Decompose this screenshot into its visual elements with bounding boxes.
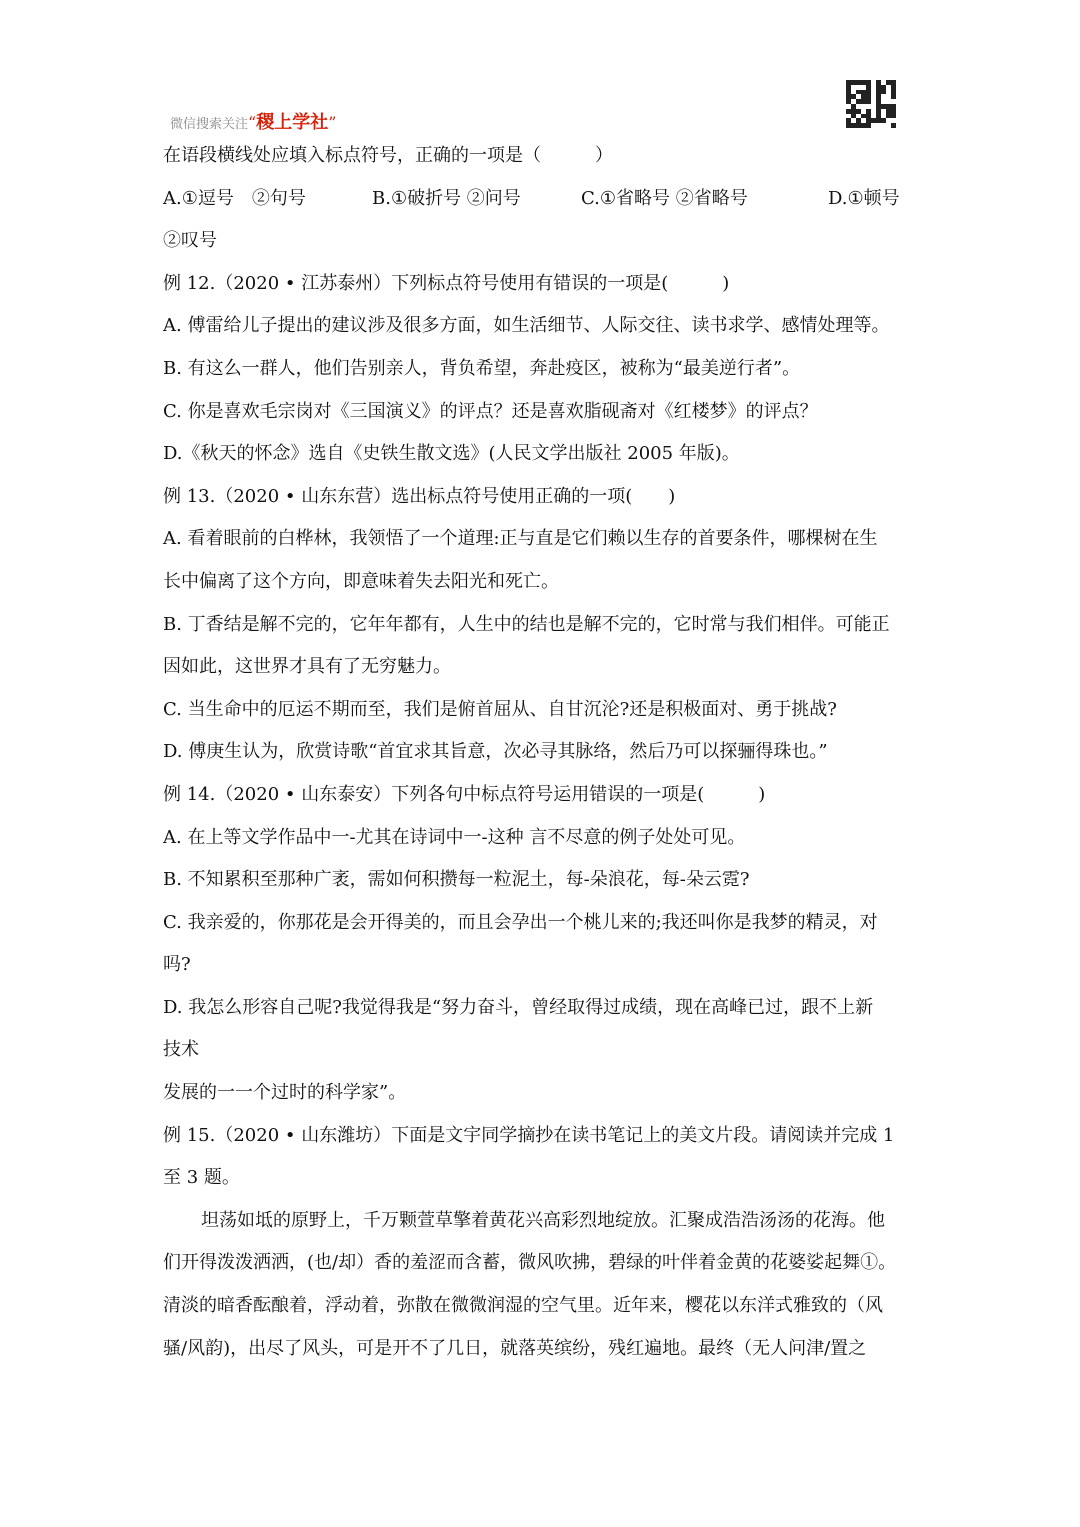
question-heading: 例 15.（2020 • 山东潍坊）下面是文宇同学摘抄在读书笔记上的美文片段。请阅读并完成 1 (163, 1124, 895, 1146)
text-line: B. 有这么一群人，他们告别亲人，背负希望，奔赴疫区，被称为“最美逆行者”。 (163, 357, 801, 379)
text-line: C. 当生命中的厄运不期而至，我们是俯首屈从、自甘沉沦?还是积极面对、勇于挑战? (163, 698, 837, 720)
watermark-quote-close: ” (328, 113, 337, 132)
passage-line: 们开得泼泼洒洒，(也/却）香的羞涩而含蓄，微风吹拂，碧绿的叶伴着金黄的花婆娑起舞①。 (163, 1252, 897, 1274)
text-line: A. 在上等文学作品中一-尤其在诗词中一-这种 言不尽意的例子处处可见。 (163, 826, 746, 848)
question-heading: 例 13.（2020 • 山东东营）选出标点符号使用正确的一项( ) (163, 485, 676, 507)
passage-line: 清淡的暗香酝酿着，浮动着，弥散在微微润湿的空气里。近年来，樱花以东洋式雅致的（风 (163, 1295, 883, 1317)
watermark (170, 108, 336, 134)
text-line: 技术 (163, 1039, 199, 1061)
text-line: 因如此，这世界才具有了无穷魅力。 (163, 656, 451, 678)
text-line: C. 你是喜欢毛宗岗对《三国演义》的评点？还是喜欢脂砚斋对《红楼梦》的评点？ (163, 400, 818, 422)
text-line: D. 我怎么形容自己呢?我觉得我是“努力奋斗，曾经取得过成绩，现在高峰已过，跟不上新 (163, 996, 874, 1018)
text-line: 在语段横线处应填入标点符号，正确的一项是（ ） (163, 145, 613, 166)
text-line: B. 丁香结是解不完的，它年年都有，人生中的结也是解不完的，它时常与我们相伴。可能正 (163, 613, 890, 635)
watermark-prefix: 微信搜索关注 (170, 117, 249, 132)
option-a: A.①逗号 ②句号 (163, 187, 306, 209)
text-line: 长中偏离了这个方向，即意味着失去阳光和死亡。 (163, 570, 559, 592)
qr-module (891, 123, 896, 128)
text-line: C. 我亲爱的，你那花是会开得美的，而且会孕出一个桃儿来的;我还叫你是我梦的精灵，对 (163, 911, 878, 933)
text-line: ②叹号 (163, 230, 217, 252)
option-d: D.①顿号 (828, 187, 900, 209)
option-c: C.①省略号 ②省略号 (581, 187, 748, 209)
text-line: B. 不知累积至那种广袤，需如何积攒每一粒泥土，每-朵浪花，每-朵云霓? (163, 869, 750, 891)
text-line: 发展的一一个过时的科学家”。 (163, 1082, 407, 1104)
passage-line: 骚/风韵)，出尽了风头，可是开不了几日，就落英缤纷，残红遍地。最终（无人问津/置之 (163, 1337, 867, 1359)
text-line: A. 傅雷给儿子提出的建议涉及很多方面，如生活细节、人际交往、读书求学、感情处理等。 (163, 315, 890, 337)
text-line: A. 看着眼前的白桦林，我领悟了一个道理:正与直是它们赖以生存的首要条件，哪棵树在生 (163, 528, 878, 550)
text-line: D.《秋天的怀念》选自《史铁生散文选》(人民文学出版社 2005 年版)。 (163, 443, 740, 465)
text-line: 至 3 题。 (163, 1167, 240, 1189)
question-heading: 例 12.（2020 • 江苏泰州）下列标点符号使用有错误的一项是( ) (163, 272, 730, 294)
passage-line: 坦荡如坻的原野上，千万颗萱草擎着黄花兴高彩烈地绽放。汇聚成浩浩汤汤的花海。他 (201, 1209, 885, 1231)
watermark-quote-open: “ (248, 113, 257, 132)
watermark-brand: 稷上学社 (256, 112, 329, 133)
option-b: B.①破折号 ②问号 (372, 187, 521, 209)
options-line (163, 178, 923, 221)
text-line: D. 傅庚生认为，欣赏诗歌“首宜求其旨意，次必寻其脉络，然后乃可以探骊得珠也。” (163, 741, 828, 763)
question-heading: 例 14.（2020 • 山东泰安）下列各句中标点符号运用错误的一项是( ) (163, 783, 766, 805)
qr-code-icon (846, 80, 896, 128)
document-body (163, 135, 923, 1370)
text-line: 吗? (163, 954, 191, 976)
